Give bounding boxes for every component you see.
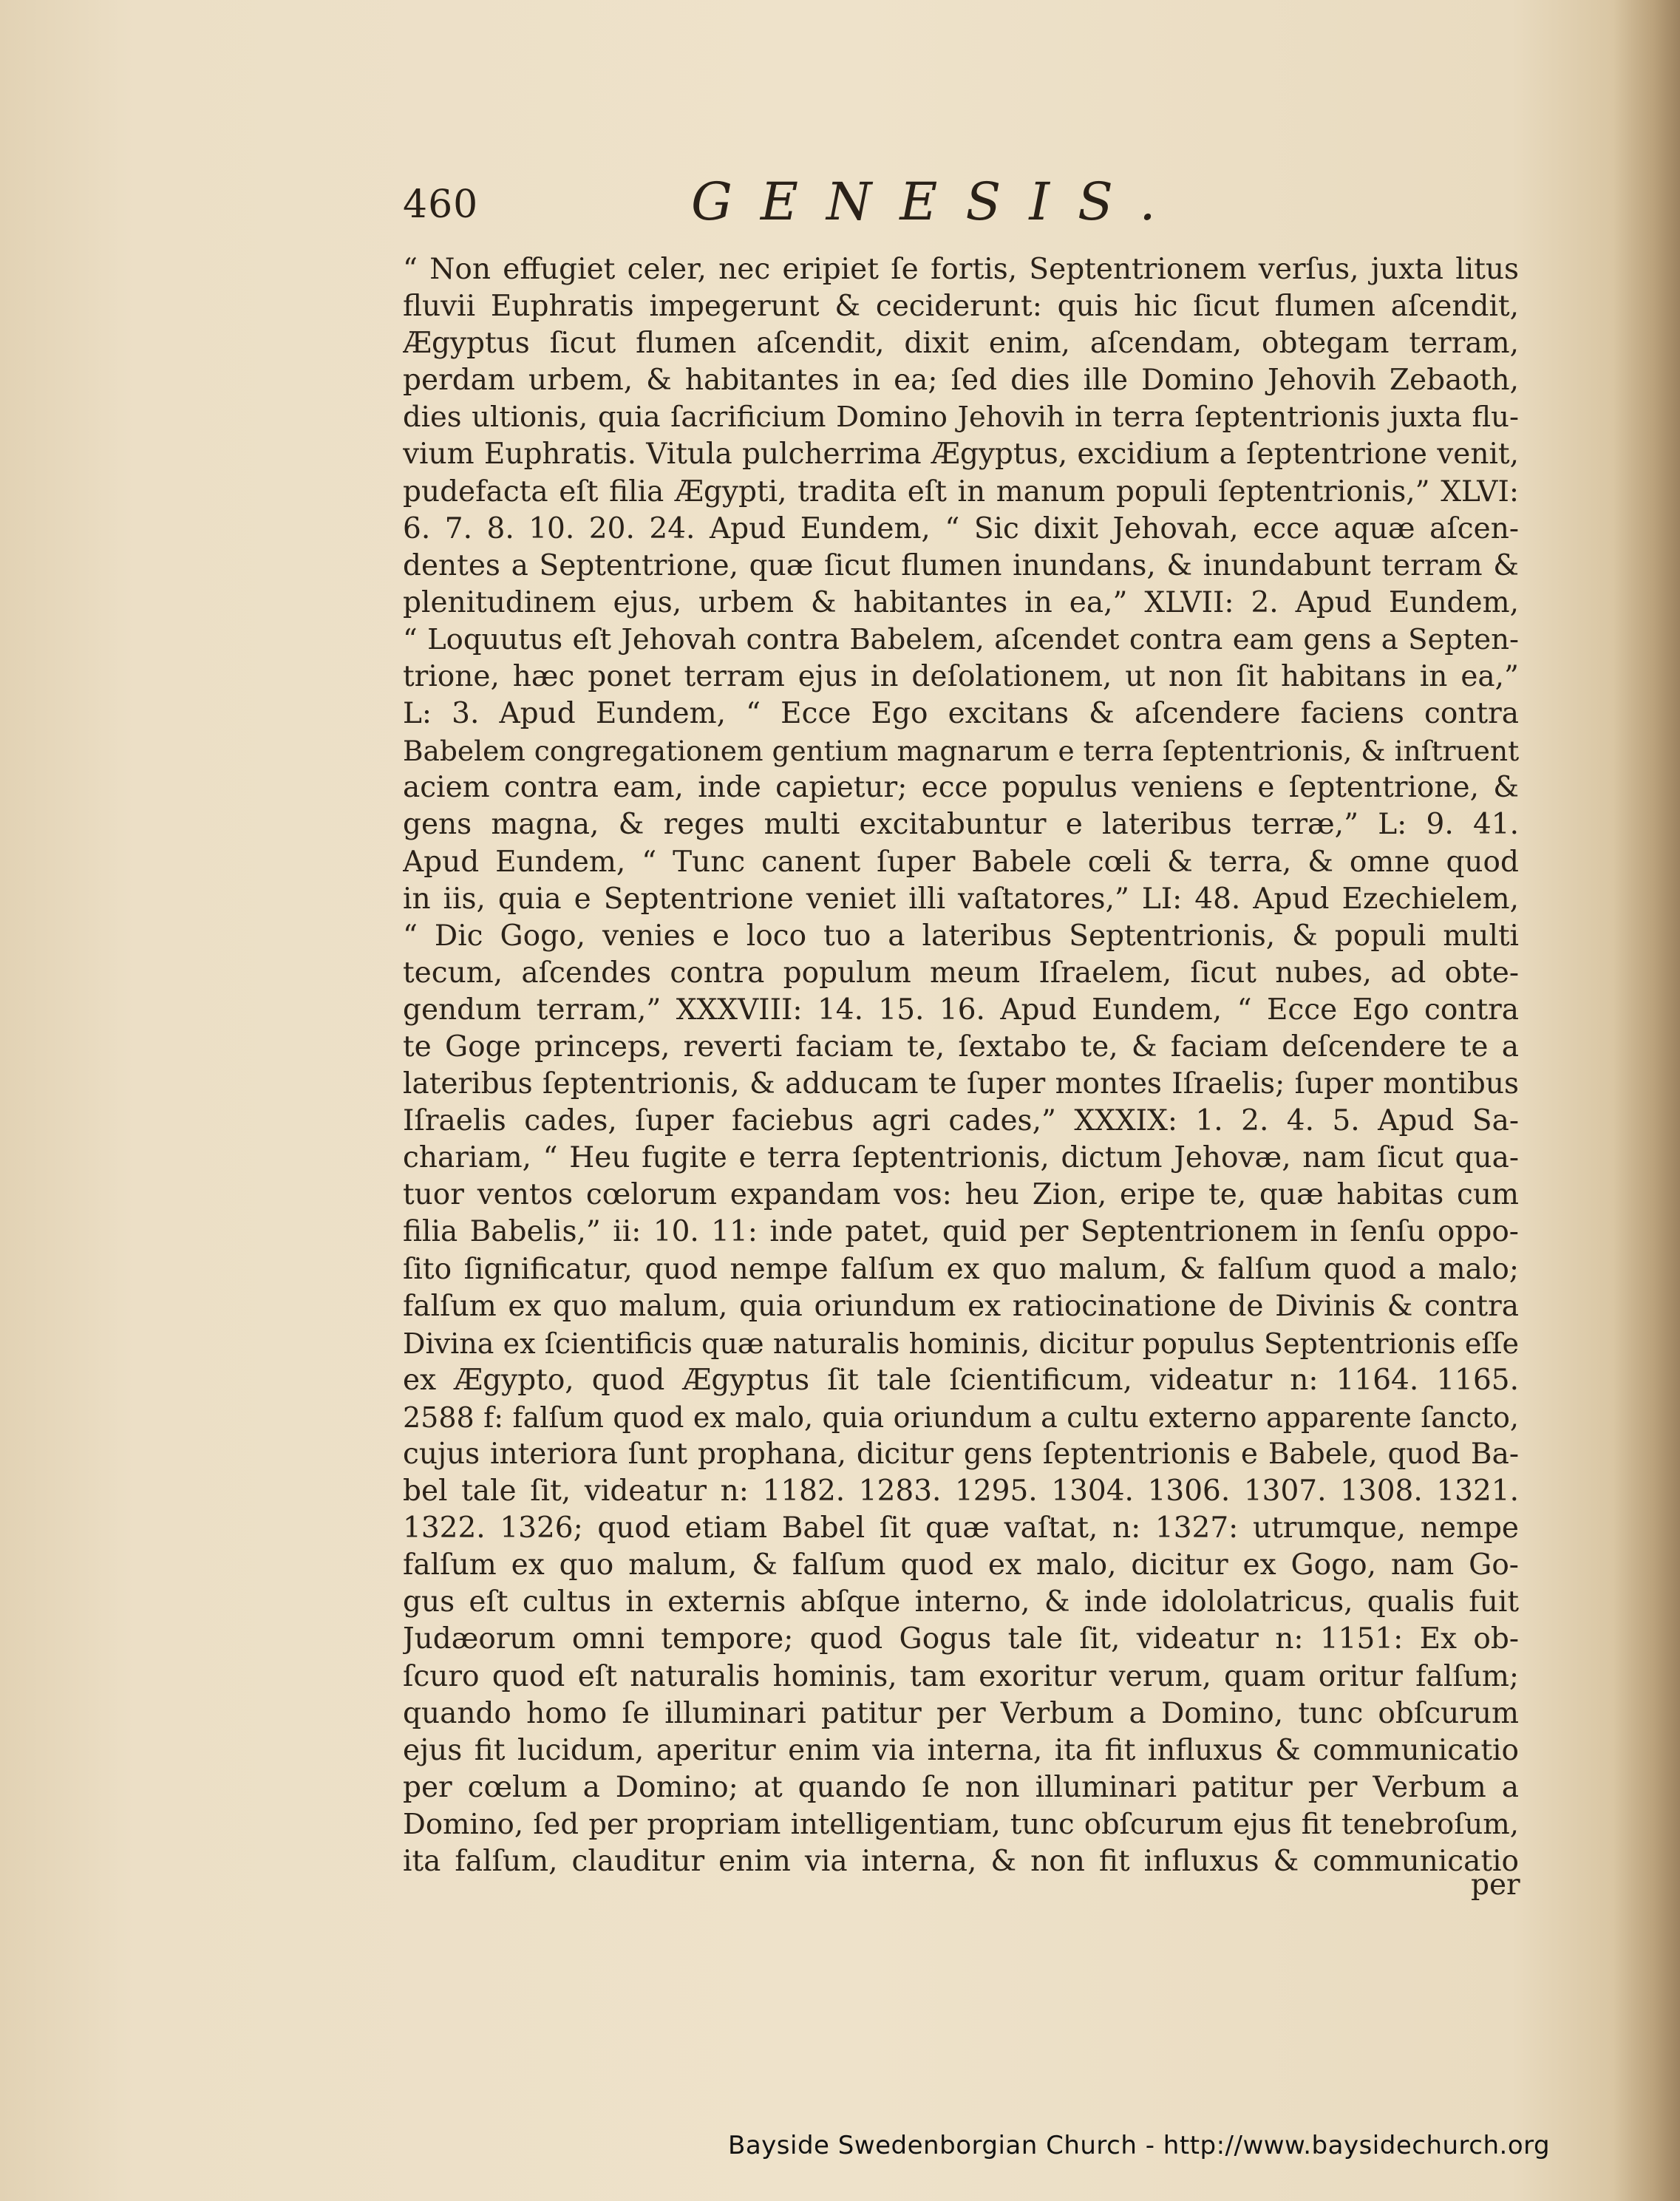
text-line: chariam, “ Heu fugite e terra ſeptentrionis, dictum Jehovæ, nam ſicut qua-	[403, 1141, 1519, 1175]
text-line: filia Babelis,” ii: 10. 11: inde patet, quid per Septentrionem in ſenſu oppo-	[403, 1215, 1519, 1249]
text-line: te Goge princeps, reverti faciam te, ſextabo te, & faciam deſcendere te a	[403, 1030, 1519, 1064]
text-line: L: 3. Apud Eundem, “ Ecce Ego excitans & aſcendere faciens contra	[403, 697, 1519, 731]
text-line: Divina ex ſcientificis quæ naturalis hominis, dicitur populus Septentrionis eſſe	[403, 1327, 1519, 1360]
text-line: tecum, aſcendes contra populum meum Iſraelem, ſicut nubes, ad obte-	[403, 956, 1519, 990]
text-line: vium Euphratis. Vitula pulcherrima Ægyptus, excidium a ſeptentrione venit,	[403, 438, 1519, 472]
text-line: gens magna, & reges multi excitabuntur e lateribus terræ,” L: 9. 41.	[403, 808, 1519, 842]
running-title: GENESIS.	[691, 171, 1184, 232]
text-line: Iſraelis cades, ſuper faciebus agri cades,” XXXIX: 1. 2. 4. 5. Apud Sa-	[403, 1104, 1519, 1138]
text-line: ex Ægypto, quod Ægyptus ſit tale ſcientificum, videatur n: 1164. 1165.	[403, 1363, 1519, 1397]
text-line: aciem contra eam, inde capietur; ecce populus veniens e ſeptentrione, &	[403, 771, 1519, 805]
body-text	[403, 251, 1519, 1880]
text-line: fluvii Euphratis impegerunt & ceciderunt: quis hic ſicut flumen aſcendit,	[403, 290, 1519, 324]
text-line: bel tale ſit, videatur n: 1182. 1283. 1295. 1304. 1306. 1307. 1308. 1321.	[403, 1474, 1519, 1508]
catchword: per	[1471, 1868, 1520, 1902]
text-line: ſito ſignificatur, quod nempe falſum ex quo malum, & falſum quod a malo;	[403, 1252, 1519, 1286]
text-line: Apud Eundem, “ Tunc canent ſuper Babele cœli & terra, & omne quod	[403, 845, 1519, 879]
text-line: tuor ventos cœlorum expandam vos: heu Zion, eripe te, quæ habitas cum	[403, 1178, 1519, 1212]
text-line: plenitudinem ejus, urbem & habitantes in ea,” XLVII: 2. Apud Eundem,	[403, 585, 1519, 619]
text-line: 2588 f: falſum quod ex malo, quia oriundum a cultu externo apparente ſancto,	[403, 1401, 1519, 1434]
text-line: lateribus ſeptentrionis, & adducam te ſuper montes Iſraelis; ſuper montibus	[403, 1067, 1519, 1101]
text-line: 1322. 1326; quod etiam Babel ſit quæ vaſtat, n: 1327: utrumque, nempe	[403, 1511, 1519, 1545]
text-line: trione, hæc ponet terram ejus in deſolationem, ut non ſit habitans in ea,”	[403, 660, 1519, 694]
text-line: “ Non effugiet celer, nec eripiet ſe fortis, Septentrionem verſus, juxta litus	[403, 253, 1519, 286]
text-line: ſcuro quod eſt naturalis hominis, tam exoritur verum, quam oritur falſum;	[403, 1659, 1519, 1693]
text-line: Judæorum omni tempore; quod Gogus tale ſit, videatur n: 1151: Ex ob-	[403, 1622, 1519, 1656]
text-line: “ Dic Gogo, venies e loco tuo a lateribus Septentrionis, & populi multi	[403, 919, 1519, 953]
text-line: “ Loquutus eſt Jehovah contra Babelem, aſcendet contra eam gens a Septen-	[403, 622, 1519, 656]
text-line: in iis, quia e Septentrione veniet illi vaſtatores,” LI: 48. Apud Ezechielem,	[403, 882, 1519, 916]
text-line: falſum ex quo malum, quia oriundum ex ratiocinatione de Divinis & contra	[403, 1289, 1519, 1323]
text-line: ejus fit lucidum, aperitur enim via interna, ita fit influxus & communicatio	[403, 1733, 1519, 1767]
text-line: Babelem congregationem gentium magnarum e terra ſeptentrionis, & inſtruent	[403, 735, 1519, 768]
page-gutter-shadow	[1613, 0, 1680, 2201]
text-line: gus eſt cultus in externis abſque interno, & inde idololatricus, qualis fuit	[403, 1585, 1519, 1619]
text-line: Ægyptus ſicut flumen aſcendit, dixit enim, aſcendam, obtegam terram,	[403, 327, 1519, 361]
text-line: per cœlum a Domino; at quando ſe non illuminari patitur per Verbum a	[403, 1770, 1519, 1804]
page-number: 460	[403, 183, 479, 227]
text-line: perdam urbem, & habitantes in ea; ſed dies ille Domino Jehovih Zebaoth,	[403, 364, 1519, 398]
text-line: pudefacta eſt filia Ægypti, tradita eſt in manum populi ſeptentrionis,” XLVI:	[403, 474, 1519, 508]
text-line: cujus interiora ſunt prophana, dicitur gens ſeptentrionis e Babele, quod Ba-	[403, 1438, 1519, 1471]
text-line: dies ultionis, quia ſacrificium Domino Jehovih in terra ſeptentrionis juxta flu-	[403, 401, 1519, 435]
text-line: gendum terram,” XXXVIII: 14. 15. 16. Apud Eundem, “ Ecce Ego contra	[403, 993, 1519, 1027]
text-line: quando homo ſe illuminari patitur per Verbum a Domino, tunc obſcurum	[403, 1696, 1519, 1730]
page-header	[403, 164, 1519, 231]
text-line: 6. 7. 8. 10. 20. 24. Apud Eundem, “ Sic dixit Jehovah, ecce aquæ aſcen-	[403, 511, 1519, 545]
text-line: Domino, ſed per propriam intelligentiam, tunc obſcurum ejus fit tenebroſum,	[403, 1807, 1519, 1841]
text-line: ita falſum, clauditur enim via interna, & non fit influxus & communicatio	[403, 1845, 1519, 1879]
text-line: falſum ex quo malum, & falſum quod ex malo, dicitur ex Gogo, nam Go-	[403, 1548, 1519, 1582]
text-line: dentes a Septentrione, quæ ſicut flumen inundans, & inundabunt terram &	[403, 548, 1519, 582]
footer-credit: Bayside Swedenborgian Church - http://www.baysidechurch.org	[728, 2131, 1551, 2160]
